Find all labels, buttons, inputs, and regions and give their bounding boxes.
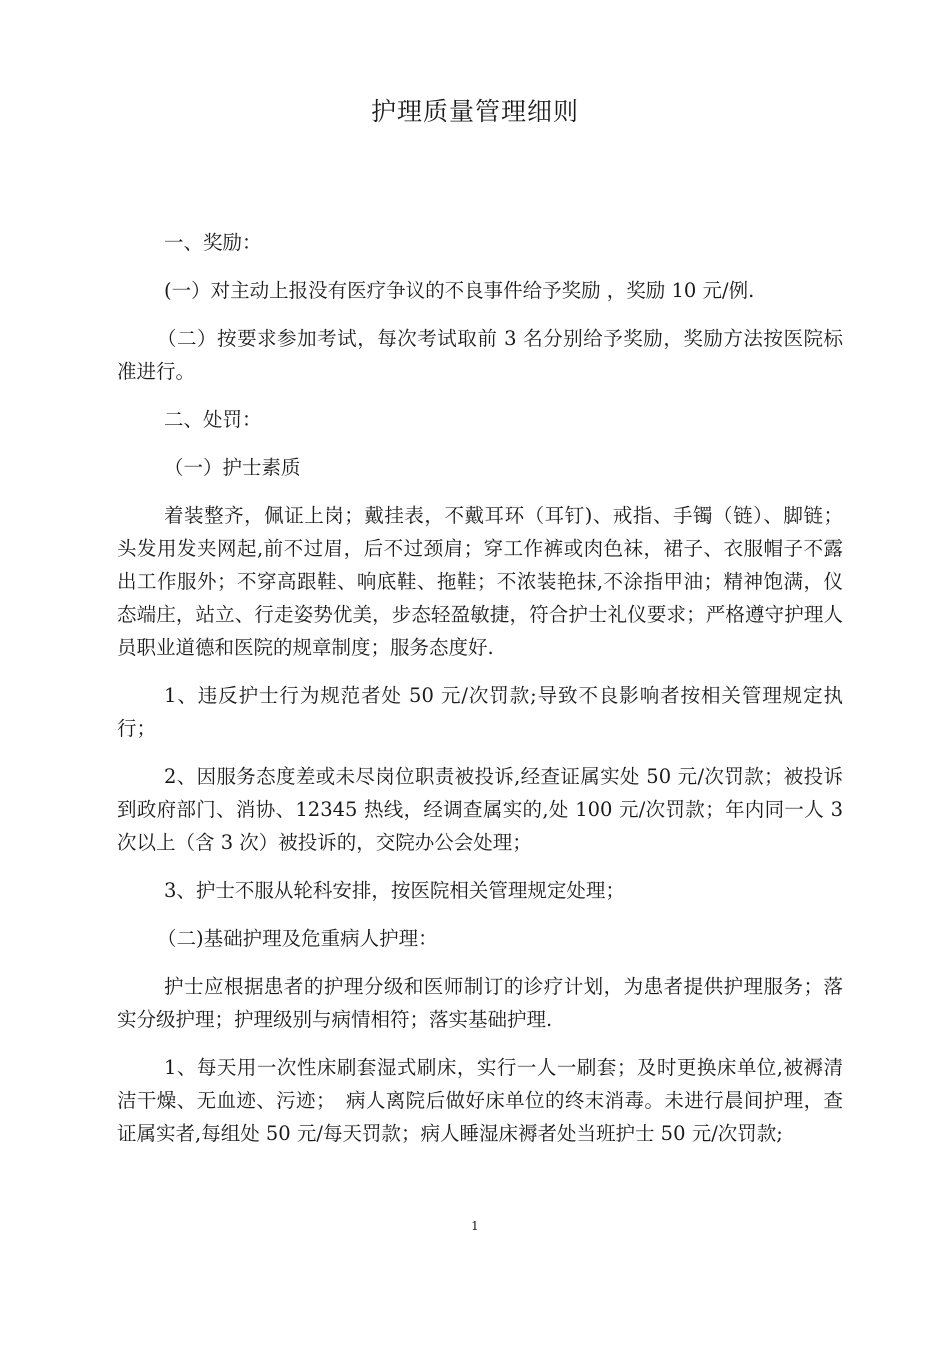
penalty-item-1: 1、违反护士行为规范者处 50 元/次罚款;导致不良影响者按相关管理规定执行； bbox=[117, 684, 843, 740]
penalty-item-2: 2、因服务态度差或未尽岗位职责被投诉,经查证属实处 50 元/次罚款；被投诉到政府部门、消协、12345 热线，经调查属实的,处 100 元/次罚款；年内同一人 3 次以上（含 3 次）被投诉的，交院办公会处理； bbox=[117, 765, 843, 854]
document-body bbox=[117, 226, 843, 1165]
section-heading-penalties: 二、处罚： bbox=[164, 408, 262, 431]
basic-care-item-1: 1、每天用一次性床刷套湿式刷床，实行一人一刷套；及时更换床单位,被褥清洁干燥、无血迹、污迹； 病人离院后做好床单位的终末消毒。未进行晨间护理，查证属实者,每组处 50 元/每天罚款；病人睡湿床褥者处当班护士 50 元/次罚款; bbox=[117, 1056, 843, 1145]
subsection-heading-basic-care: （二)基础护理及危重病人护理： bbox=[157, 927, 438, 950]
basic-care-description: 护士应根据患者的护理分级和医师制订的诊疗计划，为患者提供护理服务；落实分级护理；护理级别与病情相符；落实基础护理. bbox=[117, 975, 843, 1031]
nurse-quality-description: 着装整齐，佩证上岗；戴挂表，不戴耳环（耳钉)、戒指、手镯（链）、脚链；头发用发夹网起,前不过眉，后不过颈肩；穿工作裤或肉色袜，裙子、衣服帽子不露出工作服外；不穿高跟鞋、响底鞋、拖鞋；不浓装艳抹,不涂指甲油；精神饱满，仪态端庄，站立、行走姿势优美，步态轻盈敏捷，符合护士礼仪要求；严格遵守护理人员职业道德和医院的规章制度；服务态度好. bbox=[117, 504, 843, 659]
section-heading-rewards: 一、奖励： bbox=[164, 231, 262, 254]
reward-item-1: (一）对主动上报没有医疗争议的不良事件给予奖励 ，奖励 10 元/例. bbox=[164, 279, 755, 302]
subsection-heading-nurse-quality: （一）护士素质 bbox=[164, 456, 301, 479]
document-title: 护理质量管理细则 bbox=[370, 97, 579, 126]
penalty-item-3: 3、护士不服从轮科安排，按医院相关管理规定处理； bbox=[164, 879, 625, 902]
page-number: 1 bbox=[471, 1219, 479, 1233]
reward-item-2: （二）按要求参加考试，每次考试取前 3 名分别给予奖励，奖励方法按医院标准进行。 bbox=[117, 327, 843, 383]
